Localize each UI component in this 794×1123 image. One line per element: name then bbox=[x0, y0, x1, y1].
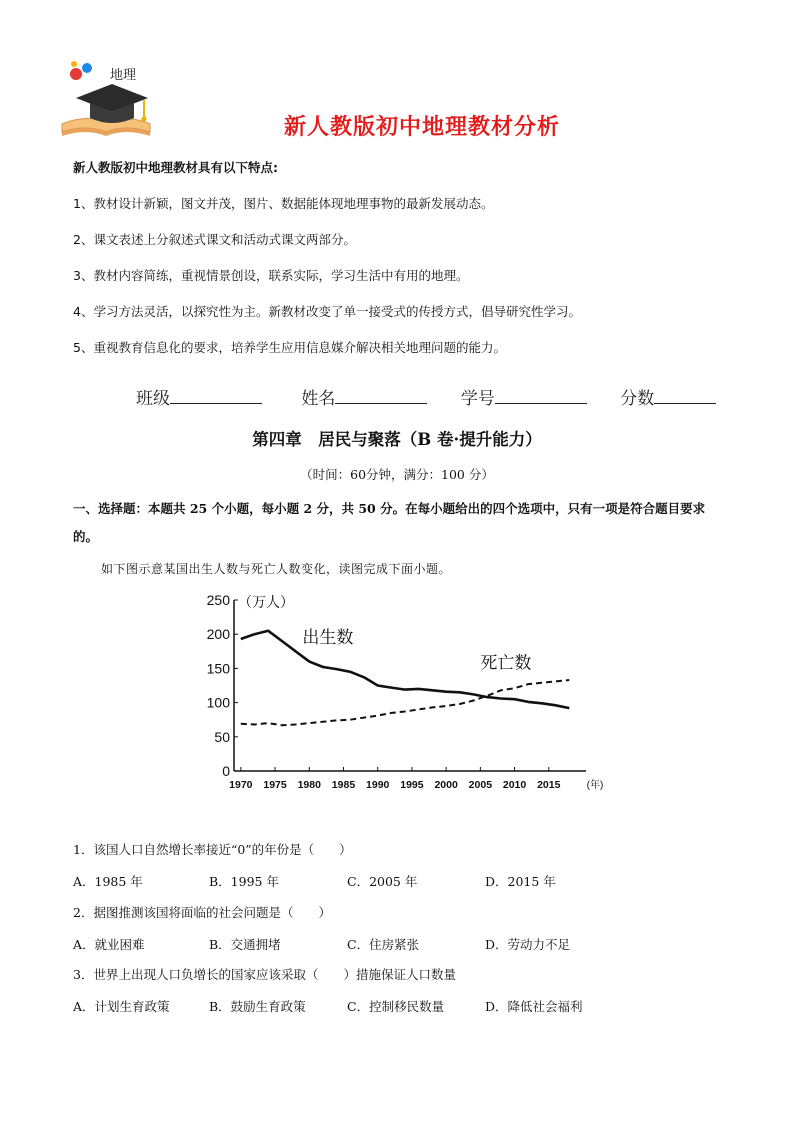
question-2-option-b[interactable]: B．交通拥堵 bbox=[209, 937, 281, 952]
section-heading: 一、选择题：本题共 25 个小题，每小题 2 分，共 50 分。在每小题给出的四个选项中，只有一项是符合题目要求的。 bbox=[73, 501, 706, 544]
x-tick-label: 1990 bbox=[366, 779, 390, 791]
feature-item: 4、学习方法灵活，以探究性为主。新教材改变了单一接受式的传授方式，倡导研究性学习。 bbox=[73, 304, 581, 319]
y-tick-label: 150 bbox=[206, 660, 230, 677]
births-series-label: 出生数 bbox=[302, 628, 354, 648]
name-field[interactable] bbox=[301, 384, 427, 409]
student-info-row bbox=[136, 384, 736, 409]
x-tick-label: 1980 bbox=[297, 779, 321, 791]
feature-item: 5、重视教育信息化的要求，培养学生应用信息媒介解决相关地理问题的能力。 bbox=[73, 340, 506, 355]
class-label: 班级 bbox=[136, 389, 170, 409]
feature-item: 2、课文表述上分叙述式课文和活动式课文两部分。 bbox=[73, 232, 356, 247]
y-tick-label: 200 bbox=[206, 626, 230, 643]
question-1-option-c[interactable]: C．2005 年 bbox=[347, 874, 418, 889]
id-field[interactable] bbox=[461, 384, 587, 409]
question-1-option-d[interactable]: D．2015 年 bbox=[485, 874, 556, 889]
id-label: 学号 bbox=[460, 389, 495, 409]
deaths-series-line bbox=[241, 680, 570, 725]
score-field[interactable] bbox=[620, 384, 716, 409]
x-tick-label: 2000 bbox=[434, 779, 458, 791]
feature-item: 1、教材设计新颖，图文并茂，图片、数据能体现地理事物的最新发展动态。 bbox=[73, 196, 494, 211]
class-blank[interactable] bbox=[170, 387, 262, 404]
chapter-title: 第四章 居民与聚落（B 卷·提升能力） bbox=[252, 430, 542, 449]
id-blank[interactable] bbox=[495, 387, 587, 404]
x-tick-label: 2005 bbox=[468, 779, 493, 791]
question-1-option-a[interactable]: A．1985 年 bbox=[73, 874, 143, 889]
x-tick-label: 1985 bbox=[331, 779, 356, 791]
question-3-option-d[interactable]: D．降低社会福利 bbox=[485, 999, 583, 1014]
class-field[interactable] bbox=[136, 384, 262, 409]
question-3-option-a[interactable]: A．计划生育政策 bbox=[73, 999, 170, 1014]
logo-text: 地理 bbox=[110, 68, 137, 83]
y-tick-label: 250 bbox=[206, 592, 230, 608]
score-blank[interactable] bbox=[654, 387, 716, 404]
page-title: 新人教版初中地理教材分析 bbox=[283, 115, 560, 140]
feature-item: 3、教材内容简练，重视情景创设，联系实际，学习生活中有用的地理。 bbox=[73, 268, 469, 283]
question-3-stem: 3．世界上出现人口负增长的国家应该采取（ ）措施保证人口数量 bbox=[73, 967, 456, 982]
question-2-stem: 2．据图推测该国将面临的社会问题是（ ） bbox=[73, 905, 331, 920]
question-intro: 如下图示意某国出生人数与死亡人数变化，读图完成下面小题。 bbox=[101, 562, 452, 576]
name-blank[interactable] bbox=[335, 387, 427, 404]
y-tick-label: 100 bbox=[206, 694, 230, 711]
x-tick-label: 1995 bbox=[400, 779, 424, 791]
question-1-stem: 1．该国人口自然增长率接近“0”的年份是（ ） bbox=[73, 842, 352, 857]
question-2-option-a[interactable]: A．就业困难 bbox=[73, 937, 145, 952]
question-2-option-d[interactable]: D．劳动力不足 bbox=[485, 937, 571, 952]
question-3-option-c[interactable]: C．控制移民数量 bbox=[347, 999, 445, 1014]
exam-time: （时间：60分钟，满分：100 分） bbox=[300, 467, 494, 482]
y-tick-label: 0 bbox=[222, 763, 230, 779]
x-tick-label: 1975 bbox=[263, 779, 287, 791]
x-tick-label: 2015 bbox=[537, 779, 561, 791]
deaths-series-label: 死亡数 bbox=[480, 653, 532, 673]
x-tick-label: 2010 bbox=[502, 779, 527, 791]
question-3-option-b[interactable]: B．鼓励生育政策 bbox=[209, 999, 306, 1014]
question-1-option-b[interactable]: B．1995 年 bbox=[209, 874, 279, 889]
x-tick-label: 1970 bbox=[229, 779, 253, 791]
name-label: 姓名 bbox=[301, 389, 336, 409]
population-line-chart bbox=[188, 588, 608, 803]
score-label: 分数 bbox=[620, 389, 655, 409]
question-2-option-c[interactable]: C．住房紧张 bbox=[347, 937, 420, 952]
y-axis-label: （万人） bbox=[238, 594, 294, 610]
features-heading: 新人教版初中地理教材具有以下特点: bbox=[73, 160, 278, 175]
y-tick-label: 50 bbox=[214, 728, 230, 745]
x-axis-label: (年) bbox=[586, 780, 604, 791]
